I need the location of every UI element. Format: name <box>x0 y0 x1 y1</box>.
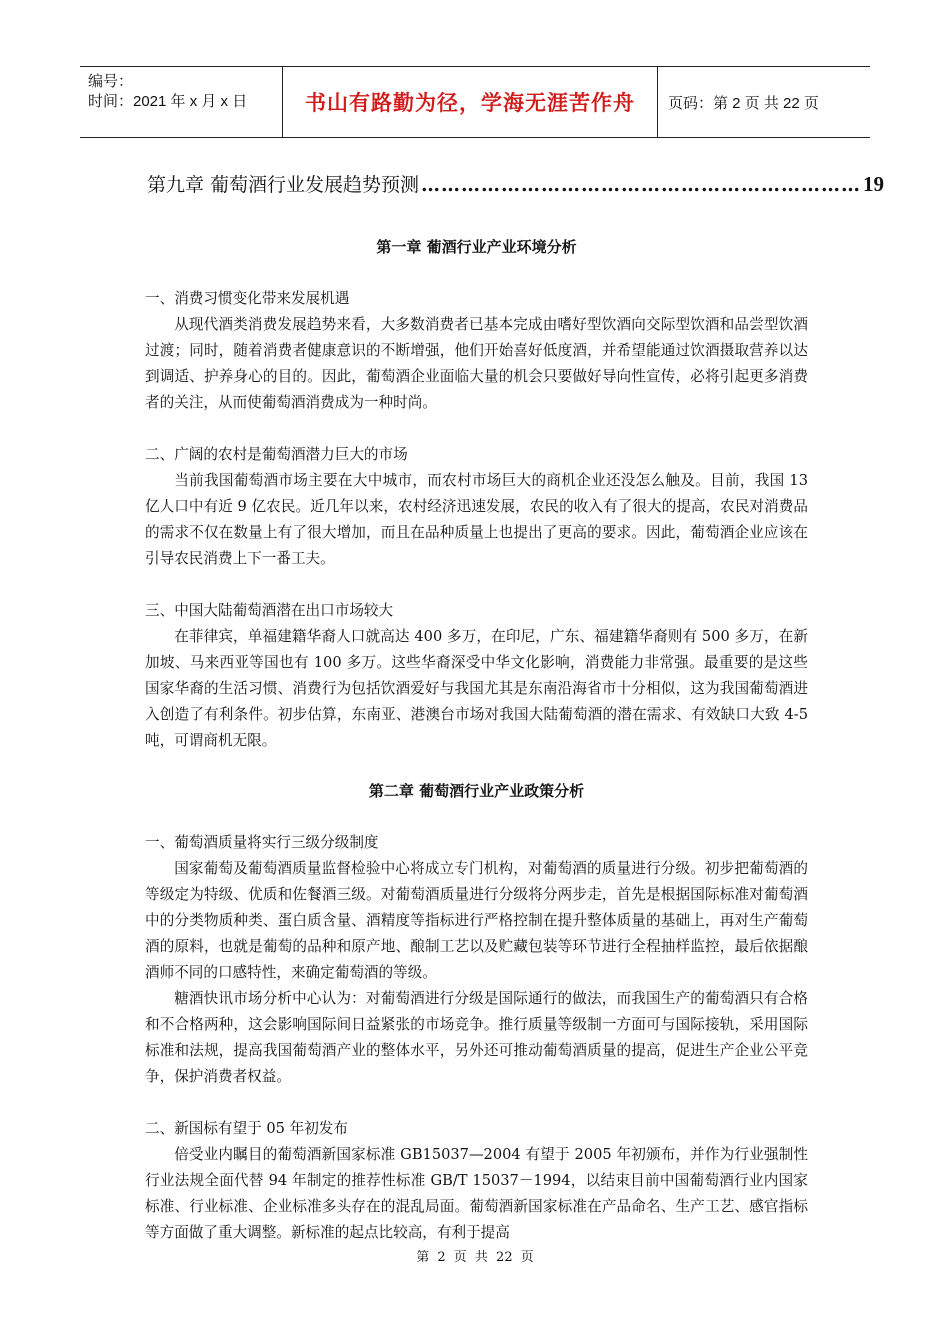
header-motto: 书山有路勤为径，学海无涯苦作舟 <box>305 91 635 115</box>
chapter-1-section-1-paragraph: 从现代酒类消费发展趋势来看，大多数消费者已基本完成由嗜好型饮酒向交际型饮酒和品尝型饮酒过渡；同时，随着消费者健康意识的不断增强，他们开始喜好低度酒，并希望能通过饮酒摄取营养以达到调适、护养身心的目的。因此，葡萄酒企业面临大量的机会只要做好导向性宣传，必将引起更多消费者的关注，从而使葡萄酒消费成为一种时尚。 <box>145 316 808 411</box>
chapter-2-title: 第二章 葡萄酒行业产业政策分析 <box>368 782 585 800</box>
chapter-1-section-2-heading: 二、广阔的农村是葡萄酒潜力巨大的市场 <box>145 446 408 463</box>
chapter-2-section-1-paragraph-2: 糖酒快讯市场分析中心认为：对葡萄酒进行分级是国际通行的做法，而我国生产的葡萄酒只有合格和不合格两种，这会影响国际间日益紧张的市场竞争。推行质量等级制一方面可与国际接轨，采用国际标准和法规，提高我国葡萄酒产业的整体水平，另外还可推动葡萄酒质量的提高，促进生产企业公平竞争，保护消费者权益。 <box>145 990 808 1085</box>
document-body <box>145 228 808 1246</box>
header-motto-cell <box>282 67 658 137</box>
chapter-2-section-1-heading: 一、葡萄酒质量将实行三级分级制度 <box>145 834 379 851</box>
chapter-2-section-2-paragraph: 倍受业内瞩目的葡萄酒新国家标准 GB15037—2004 有望于 2005 年初颁布，并作为行业强制性行业法规全面代替 94 年制定的推荐性标准 GB/T 15037－1994，以结束目前中国葡萄酒行业内国家标准、行业标准、企业标准多头存在的混乱局面。葡萄酒新国家标准在产品命名、生产工艺、感官指标等方面做了重大调整。新标准的起点比较高，有利于提高 <box>145 1146 808 1241</box>
toc-entry[interactable] <box>147 170 885 197</box>
toc-entry-title: 第九章 葡萄酒行业发展趋势预测 <box>147 174 420 196</box>
page-footer: 第 2 页 共 22 页 <box>416 1250 534 1265</box>
chapter-1-section-1-heading: 一、消费习惯变化带来发展机遇 <box>145 290 350 307</box>
chapter-2-section-2-heading: 二、新国标有望于 05 年初发布 <box>145 1120 348 1137</box>
doc-number-label: 编号： <box>88 73 134 90</box>
toc-page-number: 19 <box>863 172 885 196</box>
page-header <box>80 66 870 138</box>
toc-leader: ………………………………………………………… <box>421 174 862 196</box>
chapter-1-section-3-paragraph: 在菲律宾，单福建籍华裔人口就高达 400 多万，在印尼，广东、福建籍华裔则有 500 多万，在新加坡、马来西亚等国也有 100 多万。这些华裔深受中华文化影响，消费能力非常强。最重要的是这些国家华裔的生活习惯、消费行为包括饮酒爱好与我国尤其是东南沿海省市十分相似，这为我国葡萄酒进入创造了有利条件。初步估算，东南亚、港澳台市场对我国大陆葡萄酒的潜在需求、有效缺口大致 4-5 吨，可谓商机无限。 <box>145 628 808 749</box>
header-meta <box>80 67 282 137</box>
chapter-1-section-2-paragraph: 当前我国葡萄酒市场主要在大中城市，而农村市场巨大的商机企业还没怎么触及。目前，我国 13 亿人口中有近 9 亿农民。近几年以来，农村经济迅速发展，农民的收入有了很大的提高，农民对消费品的需求不仅在数量上有了很大增加，而且在品种质量上也提出了更高的要求。因此，葡萄酒企业应该在引导农民消费上下一番工夫。 <box>145 472 808 567</box>
doc-time-label: 时间：2021 年 x 月 x 日 <box>88 93 248 110</box>
chapter-1-section-3-heading: 三、中国大陆葡萄酒潜在出口市场较大 <box>145 602 394 619</box>
chapter-1-title: 第一章 葡酒行业产业环境分析 <box>376 238 577 256</box>
chapter-2-section-1-paragraph-1: 国家葡萄及葡萄酒质量监督检验中心将成立专门机构，对葡萄酒的质量进行分级。初步把葡萄酒的等级定为特级、优质和佐餐酒三级。对葡萄酒质量进行分级将分两步走，首先是根据国际标准对葡萄酒中的分类物质种类、蛋白质含量、酒精度等指标进行严格控制在提升整体质量的基础上，再对生产葡萄酒的原料，也就是葡萄的品种和原产地、酿制工艺以及贮藏包装等环节进行全程抽样监控，最后依据酿酒师不同的口感特性，来确定葡萄酒的等级。 <box>145 860 808 981</box>
header-page-info: 页码：第 2 页 共 22 页 <box>668 94 819 112</box>
